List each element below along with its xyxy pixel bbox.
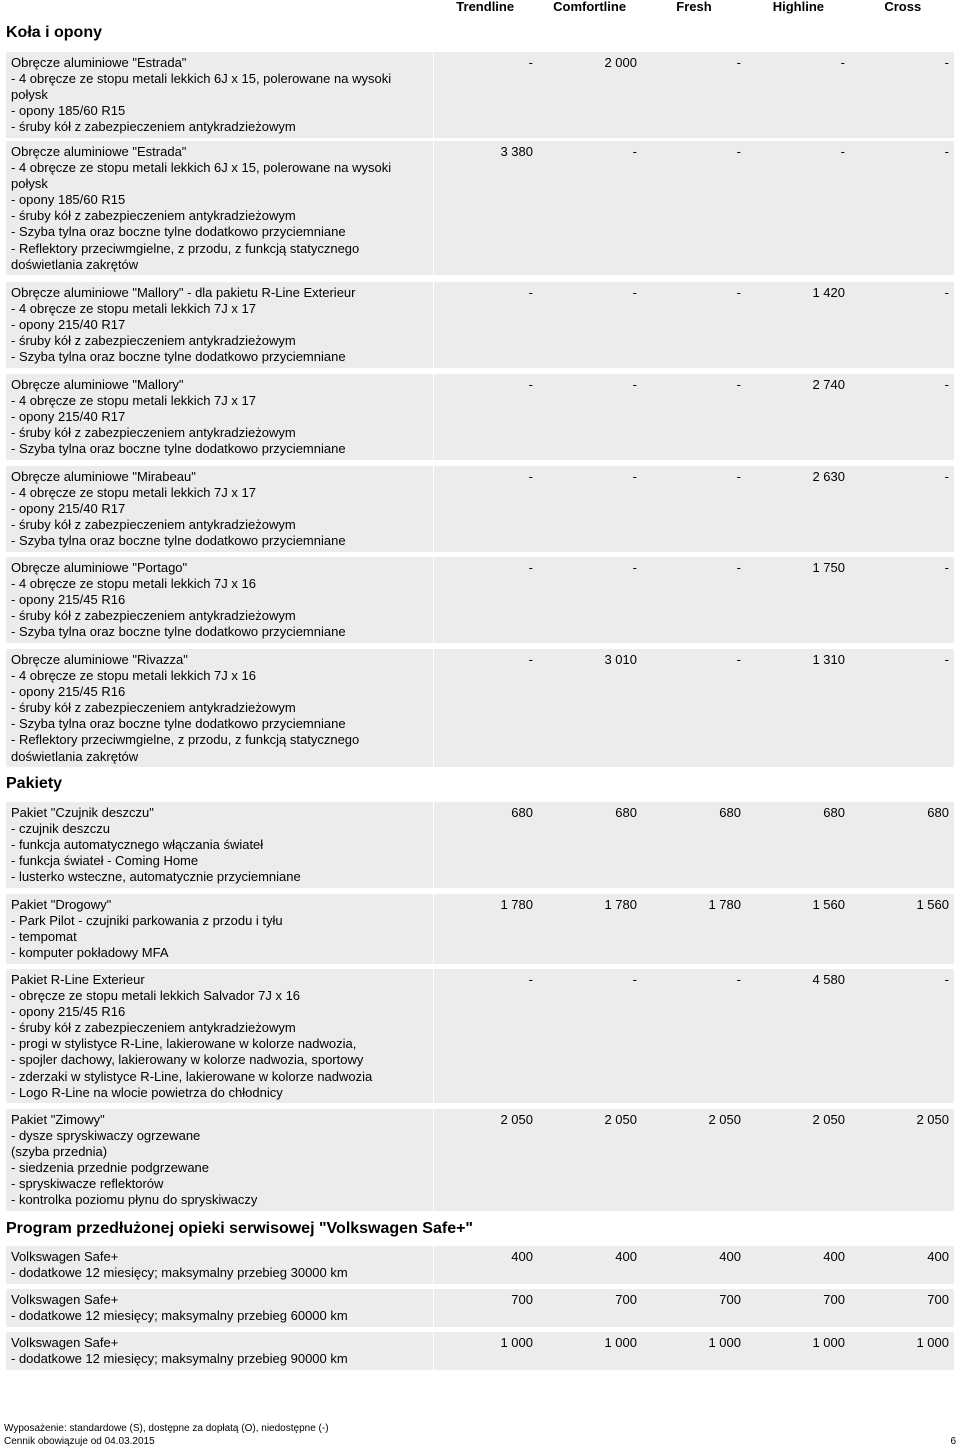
description-line: Pakiet "Zimowy" [11,1112,105,1127]
description-line: - opony 215/45 R16 [11,684,126,700]
price-cell-comfortline: 3 010 [604,652,637,667]
column-header: Cross [884,0,922,14]
page-number: 6 [950,1436,956,1447]
description-line: Obręcze aluminiowe "Mallory" [11,377,184,392]
price-cell-cross: - [944,652,949,667]
price-cell-highline: - [840,55,845,70]
row-values [434,466,954,552]
description-line: - Park Pilot - czujniki parkowania z przodu i tyłu [11,913,283,929]
price-cell-comfortline: 1 780 [604,897,637,912]
price-cell-highline: 2 050 [812,1112,845,1127]
price-cell-highline: 2 630 [812,469,845,484]
description-line: - obręcze ze stopu metali lekkich Salvador 7J x 16 [11,988,301,1004]
description-line: Obręcze aluminiowe "Portago" [11,560,188,575]
price-cell-highline: 1 750 [812,560,845,575]
description-line: - śruby kół z zabezpieczeniem antykradzieżowym [11,333,296,349]
price-cell-trendline: 700 [511,1292,533,1307]
table-row [6,649,954,767]
price-cell-trendline: 680 [511,805,533,820]
description-line: Pakiet "Czujnik deszczu" [11,805,154,820]
price-cell-cross: - [944,377,949,392]
row-description [6,969,433,1103]
footer-valid-from: Cennik obowiązuje od 04.03.2015 [4,1436,155,1447]
price-cell-cross: - [944,285,949,300]
price-cell-trendline: 1 000 [500,1335,533,1350]
table-row [6,557,954,643]
description-line: - śruby kół z zabezpieczeniem antykradzieżowym [11,608,296,624]
price-cell-comfortline: 400 [615,1249,637,1264]
price-cell-trendline: - [528,377,533,392]
column-header: Comfortline [553,0,627,14]
footer-legend: Wyposażenie: standardowe (S), dostępne za dopłatą (O), niedostępne (-) [4,1423,329,1434]
row-values [434,1109,954,1211]
price-cell-highline: 4 580 [812,972,845,987]
description-line: - Reflektory przeciwmgielne, z przodu, z funkcją statycznego [11,732,360,748]
section-title-service: Program przedłużonej opieki serwisowej "Volkswagen Safe+" [6,1220,474,1237]
row-description [6,1332,433,1370]
description-line: - opony 215/40 R17 [11,317,126,333]
description-line: - czujnik deszczu [11,821,110,837]
table-row [6,374,954,460]
row-description [6,894,433,964]
price-cell-cross: 680 [927,805,949,820]
table-row [6,969,954,1103]
description-line: - 4 obręcze ze stopu metali lekkich 7J x 17 [11,301,256,317]
description-line: połysk [11,87,48,103]
price-cell-fresh: - [736,55,741,70]
section-title-wheels: Koła i opony [6,24,102,41]
description-line: Pakiet R-Line Exterieur [11,972,145,987]
description-line: - opony 215/45 R16 [11,592,126,608]
price-cell-comfortline: 700 [615,1292,637,1307]
row-description [6,374,433,460]
price-cell-highline: 1 420 [812,285,845,300]
row-values [434,802,954,888]
table-row [6,141,954,275]
description-line: - 4 obręcze ze stopu metali lekkich 7J x 17 [11,393,256,409]
row-description [6,1109,433,1211]
description-line: - tempomat [11,929,77,945]
column-headers [433,0,955,14]
price-cell-trendline: - [528,972,533,987]
description-line: - dysze spryskiwaczy ogrzewane [11,1128,201,1144]
column-header: Fresh [676,0,712,14]
price-cell-cross: 700 [927,1292,949,1307]
description-line: doświetlania zakrętów [11,748,139,764]
description-line: - Szyba tylna oraz boczne tylne dodatkowo przyciemniane [11,224,346,240]
row-description [6,649,433,767]
description-line: - opony 215/40 R17 [11,501,126,517]
description-line: - funkcja świateł - Coming Home [11,853,199,869]
description-line: - Szyba tylna oraz boczne tylne dodatkowo przyciemniane [11,716,346,732]
table-row [6,1332,954,1370]
price-cell-comfortline: - [632,377,637,392]
price-cell-fresh: 1 000 [708,1335,741,1350]
row-description [6,466,433,552]
description-line: - śruby kół z zabezpieczeniem antykradzieżowym [11,700,296,716]
description-line: - lusterko wsteczne, automatycznie przyciemniane [11,869,301,885]
table-row [6,894,954,964]
price-cell-trendline: - [528,560,533,575]
description-line: - śruby kół z zabezpieczeniem antykradzieżowym [11,1020,296,1036]
description-line: (szyba przednia) [11,1144,108,1160]
price-cell-comfortline: 1 000 [604,1335,637,1350]
price-cell-comfortline: - [632,285,637,300]
description-line: - Szyba tylna oraz boczne tylne dodatkowo przyciemniane [11,441,346,457]
description-line: Volkswagen Safe+ [11,1249,119,1264]
description-line: - Szyba tylna oraz boczne tylne dodatkowo przyciemniane [11,349,346,365]
description-line: Obręcze aluminiowe "Estrada" [11,144,187,159]
description-line: połysk [11,176,48,192]
price-cell-trendline: 400 [511,1249,533,1264]
description-line: Obręcze aluminiowe "Mirabeau" [11,469,196,484]
description-line: - komputer pokładowy MFA [11,945,169,961]
description-line: - śruby kół z zabezpieczeniem antykradzieżowym [11,425,296,441]
section-title-packages: Pakiety [6,775,63,792]
row-values [434,1289,954,1327]
price-cell-cross: - [944,469,949,484]
description-line: - opony 185/60 R15 [11,192,126,208]
price-cell-cross: 2 050 [916,1112,949,1127]
description-line: - śruby kół z zabezpieczeniem antykradzieżowym [11,517,296,533]
description-line: - 4 obręcze ze stopu metali lekkich 6J x 15, polerowane na wysoki [11,160,392,176]
row-values [434,969,954,1103]
row-values [434,52,954,138]
description-line: - dodatkowe 12 miesięcy; maksymalny przebieg 60000 km [11,1308,348,1324]
price-cell-trendline: 1 780 [500,897,533,912]
description-line: - śruby kół z zabezpieczeniem antykradzieżowym [11,208,296,224]
row-description [6,1246,433,1284]
table-row [6,52,954,138]
description-line: - funkcja automatycznego włączania świateł [11,837,264,853]
price-cell-fresh: - [736,377,741,392]
price-cell-cross: - [944,972,949,987]
price-cell-fresh: 700 [719,1292,741,1307]
description-line: - 4 obręcze ze stopu metali lekkich 7J x 16 [11,668,256,684]
price-cell-fresh: - [736,285,741,300]
description-line: - opony 215/40 R17 [11,409,126,425]
price-cell-trendline: - [528,55,533,70]
description-line: - progi w stylistyce R-Line, lakierowane w kolorze nadwozia, [11,1036,357,1052]
price-cell-cross: - [944,144,949,159]
price-cell-comfortline: 2 050 [604,1112,637,1127]
price-cell-highline: - [840,144,845,159]
price-cell-fresh: 680 [719,805,741,820]
price-cell-fresh: - [736,469,741,484]
price-cell-highline: 400 [823,1249,845,1264]
row-values [434,141,954,275]
price-cell-fresh: 1 780 [708,897,741,912]
price-cell-fresh: 2 050 [708,1112,741,1127]
row-values [434,894,954,964]
price-cell-cross: - [944,55,949,70]
row-values [434,1332,954,1370]
description-line: Volkswagen Safe+ [11,1292,119,1307]
price-cell-comfortline: 680 [615,805,637,820]
table-row [6,466,954,552]
price-cell-fresh: - [736,144,741,159]
row-description [6,557,433,643]
description-line: - 4 obręcze ze stopu metali lekkich 6J x 15, polerowane na wysoki [11,71,392,87]
row-values [434,1246,954,1284]
price-cell-highline: 1 560 [812,897,845,912]
description-line: - śruby kół z zabezpieczeniem antykradzieżowym [11,119,296,135]
table-row [6,1246,954,1284]
description-line: Obręcze aluminiowe "Estrada" [11,55,187,70]
price-cell-trendline: 3 380 [500,144,533,159]
price-cell-trendline: - [528,469,533,484]
row-description [6,52,433,138]
description-line: - spryskiwacze reflektorów [11,1176,164,1192]
row-values [434,649,954,767]
row-description [6,141,433,275]
price-cell-comfortline: 2 000 [604,55,637,70]
description-line: - Szyba tylna oraz boczne tylne dodatkowo przyciemniane [11,624,346,640]
price-cell-fresh: - [736,652,741,667]
price-cell-trendline: - [528,652,533,667]
description-line: - 4 obręcze ze stopu metali lekkich 7J x 16 [11,576,256,592]
description-line: Obręcze aluminiowe "Rivazza" [11,652,188,667]
description-line: - zderzaki w stylistyce R-Line, lakierowane w kolorze nadwozia [11,1068,373,1084]
description-line: - opony 185/60 R15 [11,103,126,119]
description-line: Obręcze aluminiowe "Mallory" - dla pakietu R-Line Exterieur [11,285,356,300]
column-header: Highline [772,0,824,14]
price-cell-highline: 1 000 [812,1335,845,1350]
description-line: - spojler dachowy, lakierowany w kolorze nadwozia, sportowy [11,1052,364,1068]
table-row [6,802,954,888]
description-line: Volkswagen Safe+ [11,1335,119,1350]
row-values [434,282,954,368]
description-line: - 4 obręcze ze stopu metali lekkich 7J x 17 [11,485,256,501]
price-cell-comfortline: - [632,972,637,987]
description-line: - siedzenia przednie podgrzewane [11,1160,210,1176]
price-cell-cross: 1 560 [916,897,949,912]
description-line: - Reflektory przeciwmgielne, z przodu, z funkcją statycznego [11,240,360,256]
row-description [6,282,433,368]
price-cell-fresh: - [736,972,741,987]
description-line: - kontrolka poziomu płynu do spryskiwaczy [11,1192,258,1208]
row-description [6,1289,433,1327]
price-cell-comfortline: - [632,560,637,575]
price-cell-cross: - [944,560,949,575]
description-line: Pakiet "Drogowy" [11,897,112,912]
price-cell-highline: 700 [823,1292,845,1307]
price-cell-cross: 1 000 [916,1335,949,1350]
table-row [6,1109,954,1211]
description-line: - opony 215/45 R16 [11,1004,126,1020]
description-line: - dodatkowe 12 miesięcy; maksymalny przebieg 30000 km [11,1265,348,1281]
description-line: - Logo R-Line na wlocie powietrza do chłodnicy [11,1084,283,1100]
description-line: - dodatkowe 12 miesięcy; maksymalny przebieg 90000 km [11,1351,348,1367]
table-row [6,282,954,368]
table-row [6,1289,954,1327]
price-cell-trendline: - [528,285,533,300]
price-cell-highline: 2 740 [812,377,845,392]
price-cell-fresh: 400 [719,1249,741,1264]
price-cell-cross: 400 [927,1249,949,1264]
column-header: Trendline [456,0,515,14]
price-cell-highline: 680 [823,805,845,820]
description-line: doświetlania zakrętów [11,256,139,272]
price-cell-highline: 1 310 [812,652,845,667]
price-cell-comfortline: - [632,144,637,159]
row-values [434,374,954,460]
row-values [434,557,954,643]
row-description [6,802,433,888]
price-cell-trendline: 2 050 [500,1112,533,1127]
description-line: - Szyba tylna oraz boczne tylne dodatkowo przyciemniane [11,533,346,549]
price-cell-fresh: - [736,560,741,575]
price-cell-comfortline: - [632,469,637,484]
